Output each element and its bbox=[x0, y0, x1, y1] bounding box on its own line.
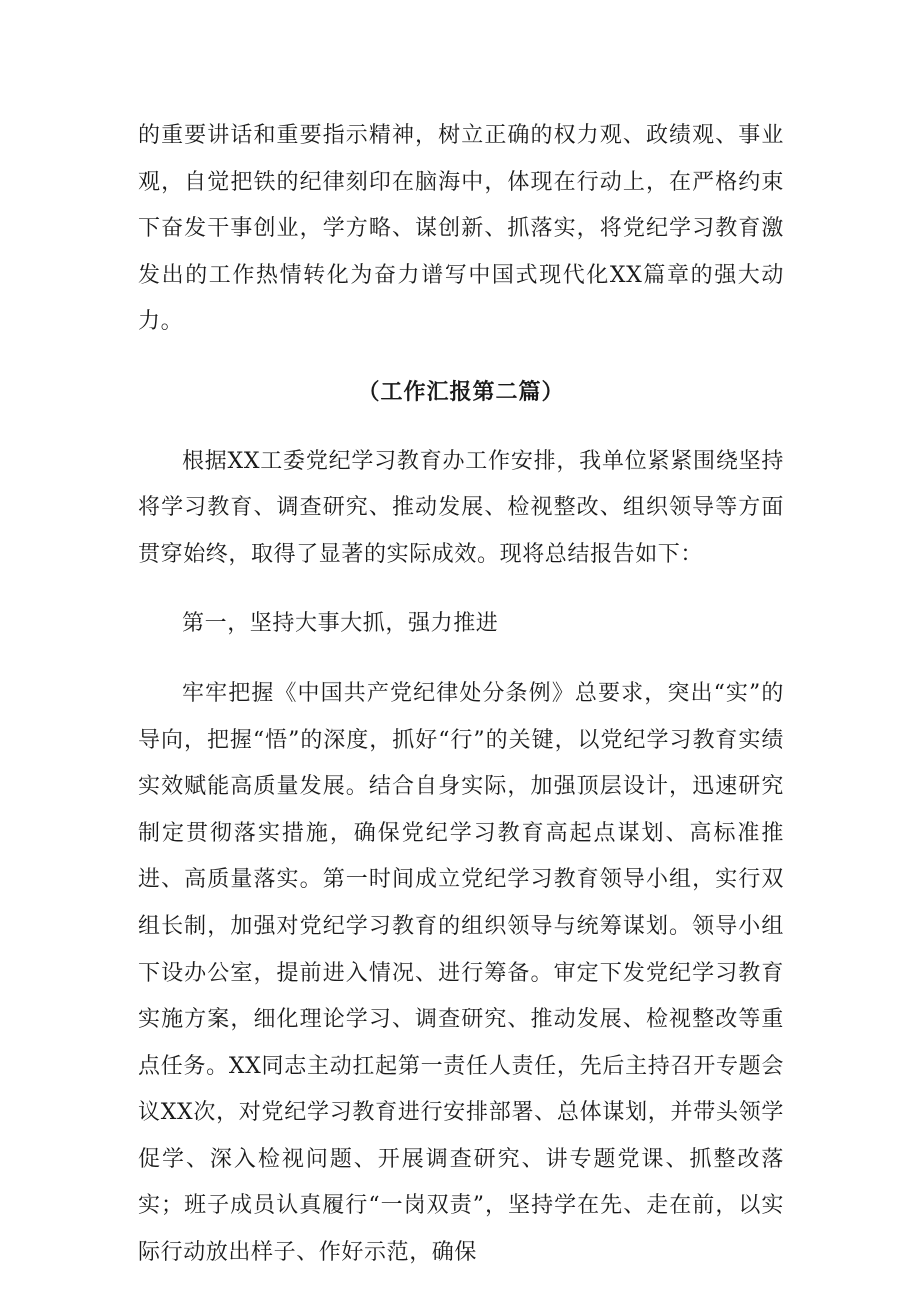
document-body bbox=[138, 113, 784, 1277]
section-title: （工作汇报第二篇） bbox=[357, 378, 565, 405]
paragraph-intro: 根据XX工委党纪学习教育办工作安排，我单位紧紧围绕坚持将学习教育、调查研究、推动发展、检视整改、组织领导等方面贯穿始终，取得了显著的实际成效。现将总结报告如下： bbox=[138, 448, 784, 567]
paragraph-continuation: 的重要讲话和重要指示精神，树立正确的权力观、政绩观、事业观，自觉把铁的纪律刻印在脑海中，体现在行动上，在严格约束下奋发干事创业，学方略、谋创新、抓落实，将党纪学习教育激发出的工作热情转化为奋力谱写中国式现代化XX篇章的强大动力。 bbox=[138, 123, 784, 335]
paragraph-body: 牢牢把握《中国共产党纪律处分条例》总要求，突出“实”的导向，把握“悟”的深度，抓好“行”的关键，以党纪学习教育实绩实效赋能高质量发展。结合自身实际，加强顶层设计，迅速研究制定贯彻落实措施，确保党纪学习教育高起点谋划、高标准推进、高质量落实。第一时间成立党纪学习教育领导小组，实行双组长制，加强对党纪学习教育的组织领导与统筹谋划。领导小组下设办公室，提前进入情况、进行筹备。审定下发党纪学习教育实施方案，细化理论学习、调查研究、推动发展、检视整改等重点任务。XX同志主动扛起第一责任人责任，先后主持召开专题会议XX次，对党纪学习教育进行安排部署、总体谋划，并带头领学促学、深入检视问题、开展调查研究、讲专题党课、抓整改落实；班子成员认真履行“一岗双责”，坚持学在先、走在前，以实际行动放出样子、作好示范，确保 bbox=[138, 680, 784, 1266]
subheading-first: 第一，坚持大事大抓，强力推进 bbox=[182, 611, 499, 637]
